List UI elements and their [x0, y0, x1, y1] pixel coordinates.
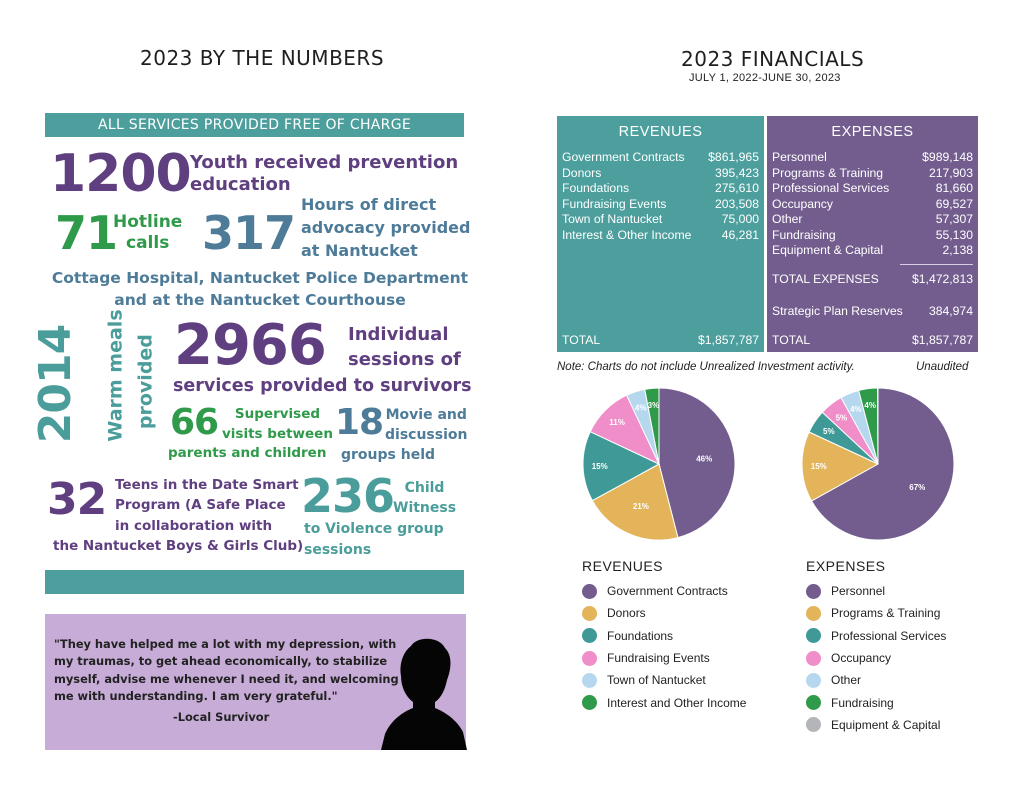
quote-line1: "They have helped me a lot with my depression, with — [54, 637, 397, 651]
stat-youth-number: 1200 — [50, 144, 191, 204]
legend-item — [806, 625, 946, 647]
revenue-row — [562, 181, 759, 197]
stat-teens-line1: Teens in the Date Smart — [115, 477, 299, 493]
legend-item — [582, 669, 746, 691]
legend-label: Equipment & Capital — [831, 717, 941, 732]
legend-swatch — [806, 584, 821, 599]
revenue-row-value: 275,610 — [714, 181, 759, 195]
expenses-rows — [772, 150, 973, 259]
legend-swatch — [806, 651, 821, 666]
note-text: : Charts do not include Unrealized Investment activity. — [581, 361, 855, 373]
revenues-legend — [582, 558, 746, 714]
legend-swatch — [582, 673, 597, 688]
expense-row-value: $989,148 — [922, 150, 973, 164]
legend-label: Interest and Other Income — [607, 695, 747, 710]
stat-teens-line2: Program (A Safe Place — [115, 497, 286, 514]
pie-data-label: 15% — [591, 461, 608, 471]
expense-row-label: Programs & Training — [772, 165, 884, 180]
expense-row-label: Occupancy — [772, 196, 833, 211]
expenses-total-exp-label: TOTAL EXPENSES — [772, 272, 879, 286]
stat-movie-number: 18 — [335, 402, 384, 443]
revenues-total-label: TOTAL — [562, 332, 601, 347]
legend-item — [582, 625, 746, 647]
revenue-row-value: $861,965 — [708, 150, 759, 164]
legend-item — [582, 647, 746, 669]
pie-data-label: 46% — [696, 454, 713, 464]
stat-witness-line1: Child — [404, 480, 445, 496]
legend-label: Government Contracts — [607, 584, 728, 599]
legend-item — [806, 714, 946, 736]
revenue-row-value: 75,000 — [721, 212, 759, 226]
stat-meals-number: 2014 — [30, 324, 81, 444]
expense-row — [772, 181, 973, 197]
legend-swatch — [582, 628, 597, 643]
revenue-row — [562, 212, 759, 228]
pie-data-label: 15% — [810, 462, 827, 472]
pie-data-label: 4% — [634, 403, 647, 413]
expense-row-label: Other — [772, 212, 803, 226]
revenue-row-label: Town of Nantucket — [562, 212, 663, 226]
expense-row-value: 55,130 — [935, 227, 973, 242]
expenses-title: EXPENSES — [831, 124, 914, 140]
revenue-row-value: 395,423 — [714, 165, 759, 180]
legend-label: Foundations — [607, 628, 674, 643]
stat-hotline-line1: Hotline — [113, 212, 183, 232]
expenses-reserves-value: 384,974 — [928, 304, 973, 318]
revenue-row-value: 203,508 — [714, 196, 759, 211]
expenses-total-exp-row — [772, 272, 973, 288]
legend-swatch — [582, 651, 597, 666]
revenues-legend-title: REVENUES — [582, 558, 664, 574]
legend-swatch — [582, 695, 597, 710]
quote-box — [45, 614, 466, 750]
revenue-row-label: Interest & Other Income — [562, 227, 692, 242]
stat-movie-line2: discussion — [385, 427, 468, 444]
expense-row-value: 217,903 — [928, 165, 973, 180]
stat-teens-line3: in collaboration with — [115, 517, 273, 534]
legend-item — [582, 580, 746, 602]
legend-swatch — [806, 628, 821, 643]
expense-row — [772, 243, 973, 259]
revenue-row-label: Government Contracts — [562, 150, 685, 164]
stat-meals-line2: provided — [134, 334, 157, 430]
revenue-row — [562, 197, 759, 213]
stat-advocacy-line1: Hours of direct — [301, 195, 437, 214]
revenue-row-value: 46,281 — [721, 227, 759, 242]
revenues-panel — [557, 116, 764, 352]
expense-row — [772, 150, 973, 166]
expenses-legend-title: EXPENSES — [806, 558, 886, 574]
expenses-divider — [900, 264, 973, 265]
revenues-rows — [562, 150, 759, 243]
legend-swatch — [582, 584, 597, 599]
quote-line2: my traumas, to get ahead economically, to stabilize — [54, 654, 388, 669]
legend-label: Town of Nantucket — [607, 673, 706, 688]
revenue-row — [562, 228, 759, 244]
charts-note — [557, 361, 855, 373]
stat-advocacy-label — [301, 193, 470, 263]
pie-data-label: 4% — [864, 401, 876, 411]
stat-movie-line3: groups held — [341, 447, 436, 463]
stat-witness-label — [393, 479, 456, 518]
quote-line4: me with understanding. I am very grateful." — [54, 688, 338, 703]
revenues-pie-chart — [579, 384, 739, 544]
financials-heading: 2023 FINANCIALS — [681, 47, 865, 71]
stat-witness-label-2 — [304, 519, 444, 561]
stat-youth-line2: education — [190, 173, 291, 195]
stat-meals-block — [30, 309, 166, 460]
legend-swatch — [582, 606, 597, 621]
bottom-divider-bar — [45, 570, 464, 594]
silhouette-icon — [381, 636, 467, 750]
stat-witness-line3: to Violence group — [304, 521, 444, 537]
revenue-row-label: Foundations — [562, 181, 630, 195]
revenue-row-label: Fundraising Events — [562, 196, 667, 211]
stat-sessions-label — [348, 322, 461, 372]
stat-advocacy-number: 317 — [202, 206, 296, 260]
stat-movie-line1: Movie and — [385, 407, 467, 423]
stat-teens-number: 32 — [47, 474, 107, 525]
pie-data-label: 67% — [909, 483, 926, 493]
expenses-panel — [767, 116, 978, 352]
legend-swatch — [806, 673, 821, 688]
stat-visits-label — [222, 404, 333, 445]
expenses-total-exp-value: $1,472,813 — [912, 272, 973, 286]
expenses-total-label: TOTAL — [772, 332, 811, 347]
expense-row — [772, 197, 973, 213]
stat-teens-label — [115, 475, 299, 536]
free-services-text: ALL SERVICES PROVIDED FREE OF CHARGE — [97, 117, 412, 133]
pie-data-label: 21% — [632, 501, 649, 511]
legend-label: Donors — [607, 606, 646, 621]
legend-item — [806, 602, 946, 624]
stat-advocacy-line2: advocacy provided — [301, 218, 471, 238]
pie-data-label: 5% — [835, 413, 848, 423]
unaudited-label: Unaudited — [916, 361, 969, 373]
stat-sessions-number: 2966 — [174, 313, 326, 378]
stat-youth-label — [190, 152, 458, 196]
stat-advocacy-line3: at Nantucket — [301, 241, 418, 261]
expense-row-label: Equipment & Capital — [772, 243, 884, 257]
legend-item — [806, 669, 946, 691]
legend-swatch — [806, 717, 821, 732]
expense-row-value: 81,660 — [935, 181, 973, 195]
pie-data-label: 4% — [850, 405, 862, 415]
stat-visits-number: 66 — [170, 402, 219, 443]
stat-movie-label — [385, 405, 467, 446]
revenues-title: REVENUES — [618, 124, 703, 140]
legend-swatch — [806, 695, 821, 710]
stat-meals-line1: Warm meals — [104, 309, 127, 442]
pie-data-label: 3% — [647, 400, 660, 410]
stat-visits-line2: visits between — [222, 426, 333, 443]
legend-label: Fundraising Events — [607, 651, 710, 666]
quote-text — [54, 636, 399, 705]
legend-label: Fundraising — [831, 695, 894, 710]
expenses-reserves-row — [772, 304, 973, 320]
stat-youth-line1: Youth received prevention — [190, 152, 459, 173]
stat-hotline-label — [113, 212, 182, 253]
expense-row-value: 57,307 — [935, 212, 973, 226]
legend-label: Professional Services — [831, 628, 947, 643]
stat-witness-line4: sessions — [304, 542, 372, 558]
stat-advocacy-locations — [45, 267, 475, 312]
free-services-banner — [45, 113, 464, 137]
expense-row-label: Fundraising — [772, 227, 836, 242]
pie-data-label: 11% — [609, 418, 625, 428]
quote-line3: myself, advise me whenever I need it, and welcoming — [54, 671, 399, 686]
revenues-legend-items — [582, 580, 746, 714]
financials-subheading: JULY 1, 2022-JUNE 30, 2023 — [689, 72, 841, 84]
pie-data-label: 5% — [823, 426, 835, 436]
expense-row-value: 69,527 — [935, 196, 973, 211]
expense-row-label: Professional Services — [772, 181, 890, 195]
stat-sessions-line1: Individual — [348, 324, 449, 345]
legend-swatch — [806, 606, 821, 621]
stat-teens-line4: the Nantucket Boys & Girls Club) — [53, 538, 304, 554]
stat-visits-line3: parents and children — [168, 445, 327, 461]
numbers-heading: 2023 BY THE NUMBERS — [140, 46, 385, 70]
expense-row-value: 2,138 — [942, 243, 973, 257]
legend-item — [806, 691, 946, 713]
stat-hotline-number: 71 — [55, 206, 118, 260]
expenses-total-value: $1,857,787 — [912, 332, 973, 347]
expense-row-label: Personnel — [772, 150, 827, 164]
expenses-total-row — [772, 333, 973, 349]
stat-hotline-line2: calls — [126, 232, 170, 253]
note-prefix: Note — [557, 361, 582, 373]
expense-row — [772, 212, 973, 228]
revenue-row — [562, 150, 759, 166]
expense-row — [772, 166, 973, 182]
expenses-legend — [806, 558, 946, 736]
legend-label: Other — [831, 673, 862, 688]
legend-label: Personnel — [831, 584, 886, 599]
legend-item — [806, 580, 946, 602]
expense-row — [772, 228, 973, 244]
legend-item — [582, 691, 746, 713]
stat-visits-line1: Supervised — [234, 406, 321, 422]
stat-witness-line2: Witness — [393, 499, 457, 516]
expenses-legend-items — [806, 580, 946, 736]
expenses-pie-chart — [798, 384, 958, 544]
legend-label: Programs & Training — [831, 606, 941, 621]
expenses-reserves-label: Strategic Plan Reserves — [772, 304, 903, 318]
quote-attribution: -Local Survivor — [173, 710, 270, 724]
legend-item — [806, 647, 946, 669]
revenues-total-row — [562, 333, 759, 349]
revenue-row — [562, 166, 759, 182]
stat-witness-number: 236 — [301, 469, 395, 523]
stat-advocacy-line4: Cottage Hospital, Nantucket Police Department — [51, 269, 469, 287]
revenues-total-value: $1,857,787 — [698, 332, 759, 347]
stat-advocacy-line5: and at the Nantucket Courthouse — [114, 291, 406, 310]
stat-sessions-line2: sessions of — [348, 349, 461, 371]
legend-label: Occupancy — [831, 651, 892, 666]
legend-item — [582, 602, 746, 624]
stat-sessions-line3: services provided to survivors — [173, 376, 472, 396]
revenue-row-label: Donors — [562, 165, 602, 180]
